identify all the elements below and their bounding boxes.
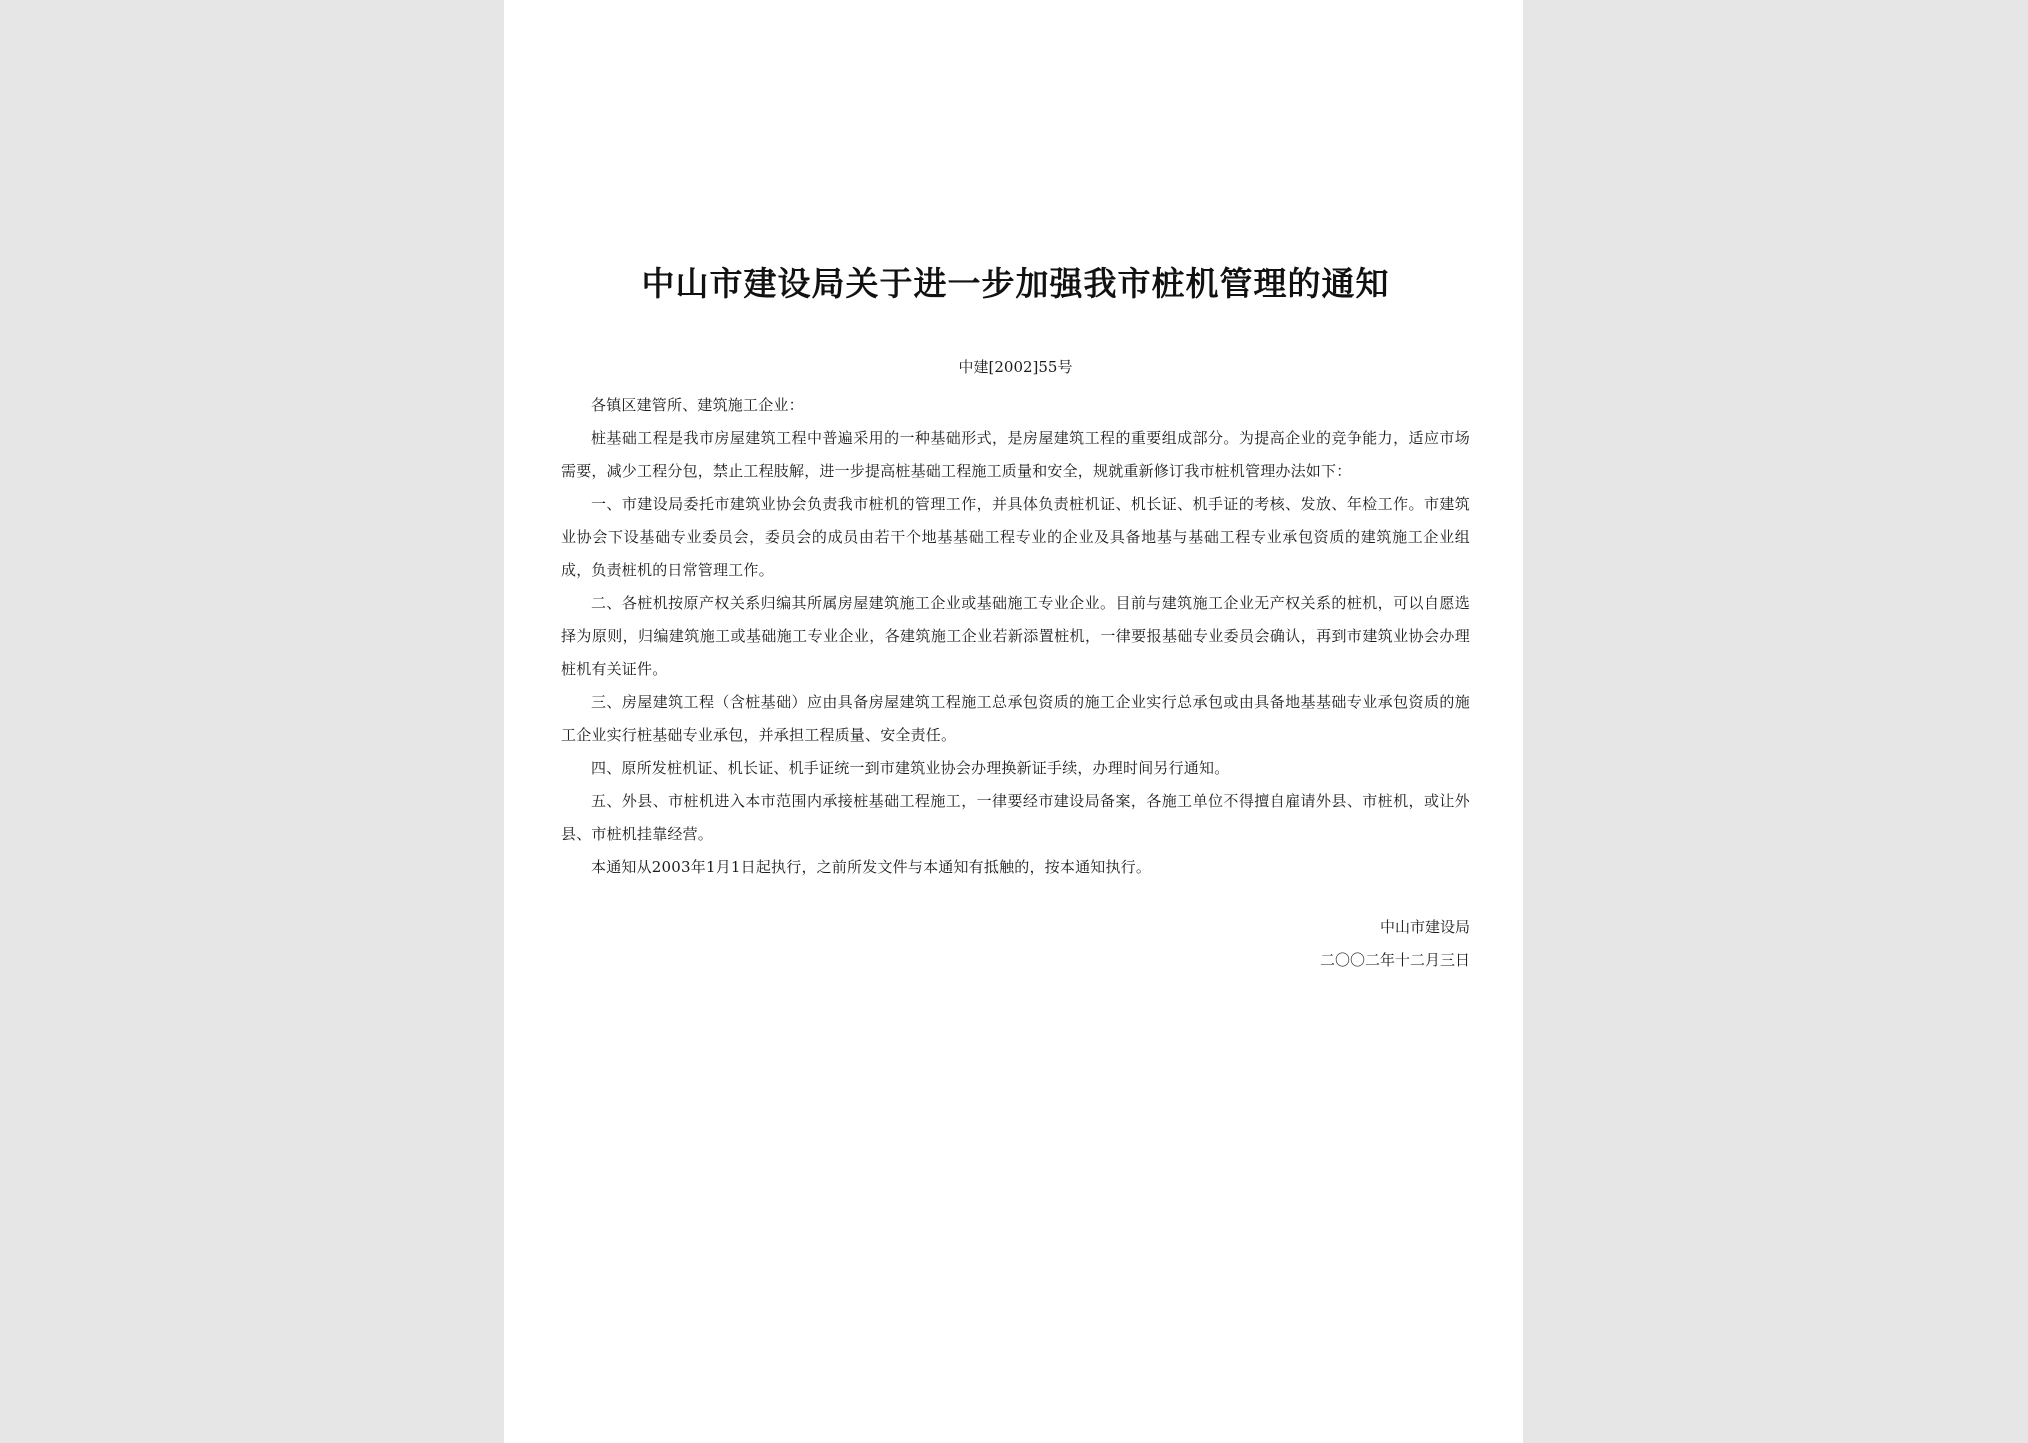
signature-block bbox=[561, 911, 1470, 977]
document-body bbox=[561, 389, 1470, 884]
salutation: 各镇区建管所、建筑施工企业： bbox=[591, 396, 804, 414]
document-page bbox=[504, 0, 1523, 1443]
paragraph-item-3: 三、房屋建筑工程（含桩基础）应由具备房屋建筑工程施工总承包资质的施工企业实行总承包或由具备地基基础专业承包资质的施工企业实行桩基础专业承包，并承担工程质量、安全责任。 bbox=[561, 693, 1470, 744]
issuer-name: 中山市建设局 bbox=[1379, 918, 1470, 936]
issue-date: 二〇〇二年十二月三日 bbox=[1319, 951, 1470, 969]
paragraph-intro: 桩基础工程是我市房屋建筑工程中普遍采用的一种基础形式，是房屋建筑工程的重要组成部分。为提高企业的竞争能力，适应市场需要，减少工程分包，禁止工程肢解，进一步提高桩基础工程施工质量和安全，规就重新修订我市桩机管理办法如下： bbox=[561, 429, 1470, 480]
paragraph-effective-date: 本通知从2003年1月1日起执行，之前所发文件与本通知有抵触的，按本通知执行。 bbox=[591, 858, 1152, 876]
paragraph-item-1: 一、市建设局委托市建筑业协会负责我市桩机的管理工作，并具体负责桩机证、机长证、机手证的考核、发放、年检工作。市建筑业协会下设基础专业委员会，委员会的成员由若干个地基基础工程专业的企业及具备地基与基础工程专业承包资质的建筑施工企业组成，负责桩机的日常管理工作。 bbox=[561, 495, 1470, 579]
document-title: 中山市建设局关于进一步加强我市桩机管理的通知 bbox=[641, 264, 1390, 303]
paragraph-item-5: 五、外县、市桩机进入本市范围内承接桩基础工程施工，一律要经市建设局备案，各施工单位不得擅自雇请外县、市桩机，或让外县、市桩机挂靠经营。 bbox=[561, 792, 1470, 843]
document-number: 中建[2002]55号 bbox=[958, 358, 1073, 376]
paragraph-item-2: 二、各桩机按原产权关系归编其所属房屋建筑施工企业或基础施工专业企业。目前与建筑施工企业无产权关系的桩机，可以自愿选择为原则，归编建筑施工或基础施工专业企业，各建筑施工企业若新添置桩机，一律要报基础专业委员会确认，再到市建筑业协会办理桩机有关证件。 bbox=[561, 594, 1470, 678]
paragraph-item-4: 四、原所发桩机证、机长证、机手证统一到市建筑业协会办理换新证手续，办理时间另行通知。 bbox=[591, 759, 1230, 777]
